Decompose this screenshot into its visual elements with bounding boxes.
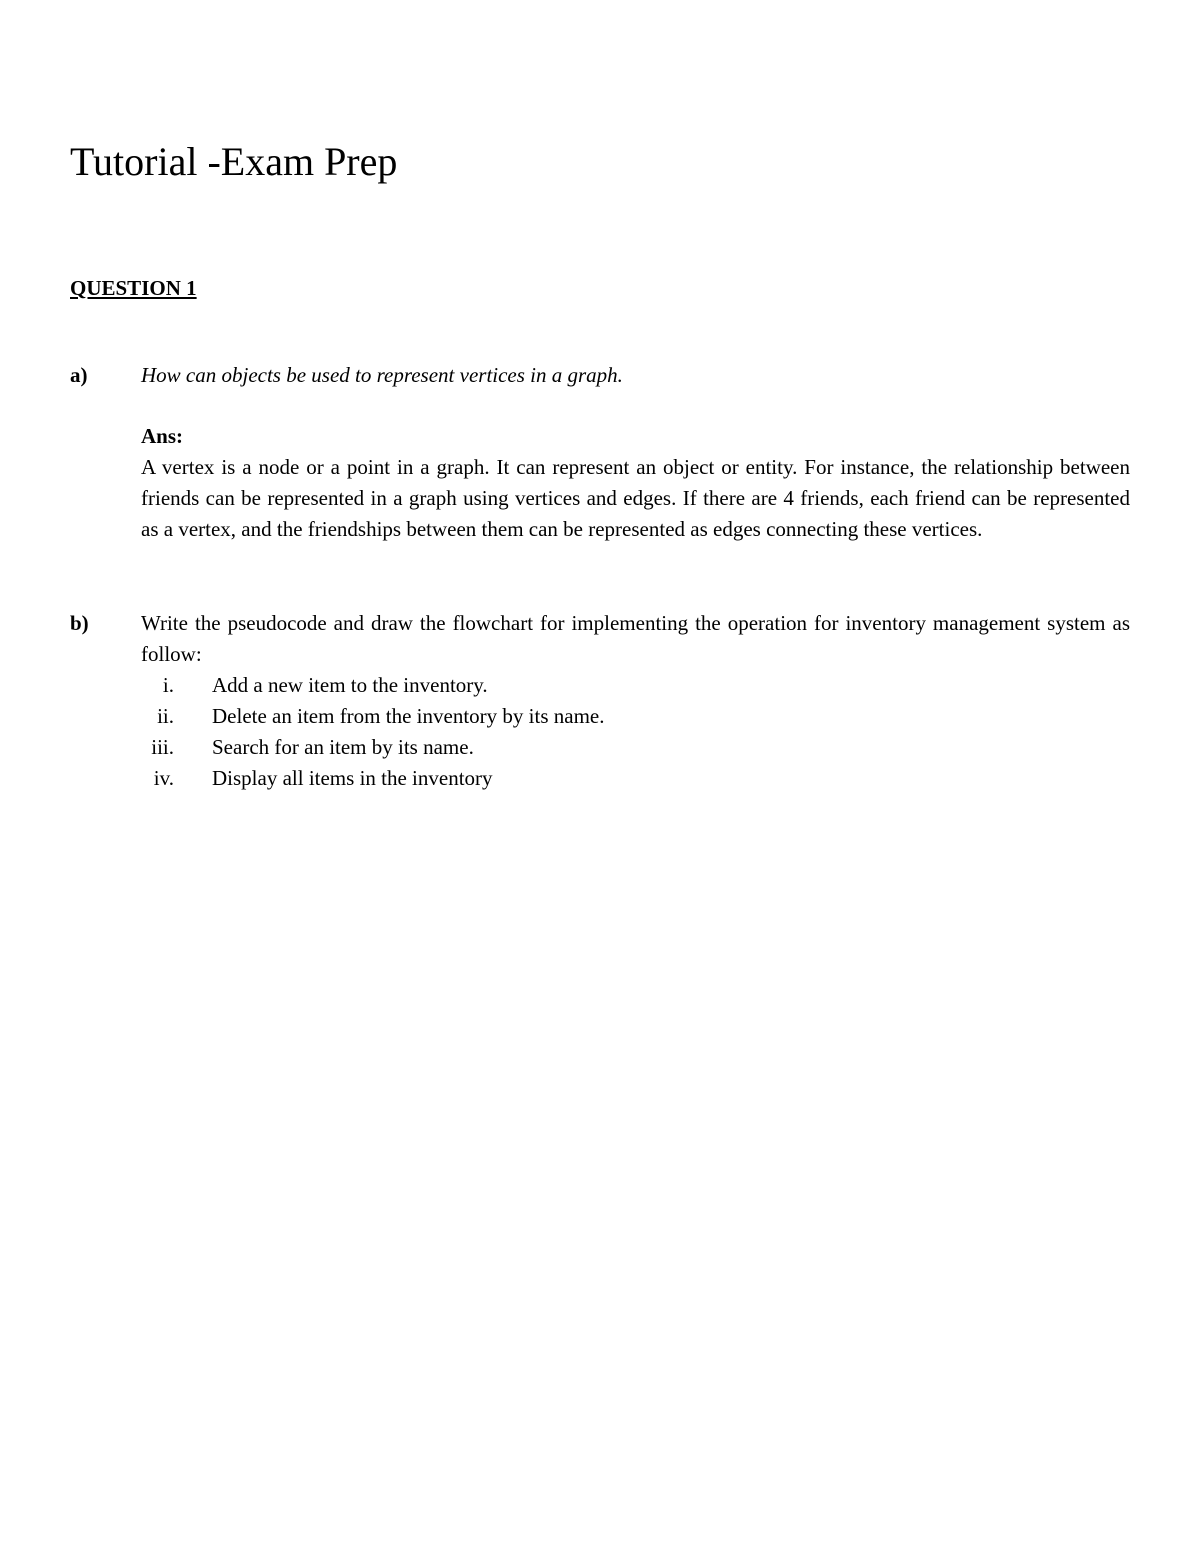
list-item-number: iv.: [153, 766, 174, 790]
list-item-number: i.: [162, 673, 174, 697]
list-item: [141, 763, 1130, 794]
part-b-item-list: [141, 670, 1130, 794]
list-item-text: Delete an item from the inventory by its name.: [212, 704, 605, 728]
list-item-number: ii.: [157, 704, 174, 728]
part-b-label: b): [70, 611, 89, 635]
list-item-text: Search for an item by its name.: [212, 735, 474, 759]
answer-label: Ans:: [141, 424, 184, 448]
list-item-text: Display all items in the inventory: [212, 766, 493, 790]
question-heading: QUESTION 1: [70, 276, 197, 300]
document-title: Tutorial -Exam Prep: [70, 139, 398, 184]
list-item-number: iii.: [151, 735, 174, 759]
list-item: [141, 732, 1130, 763]
part-a-prompt: How can objects be used to represent vertices in a graph.: [141, 363, 623, 387]
part-a-section: [141, 360, 1130, 391]
answer-text: A vertex is a node or a point in a graph. It can represent an object or entity. For instance, the relationship between friends can be represented in a graph using vertices and edges. If there are 4 friends, each friend can be represented as a vertex, and the friendships between them can be represented as edges connecting these vertices.: [141, 455, 1130, 541]
part-a-answer-section: [141, 421, 1130, 545]
list-item-text: Add a new item to the inventory.: [212, 673, 488, 697]
list-item: [141, 670, 1130, 701]
part-b-prompt: Write the pseudocode and draw the flowchart for implementing the operation for inventory management system as follow:: [141, 611, 1130, 666]
part-b-section: [141, 608, 1130, 670]
list-item: [141, 701, 1130, 732]
part-a-label: a): [70, 363, 88, 387]
